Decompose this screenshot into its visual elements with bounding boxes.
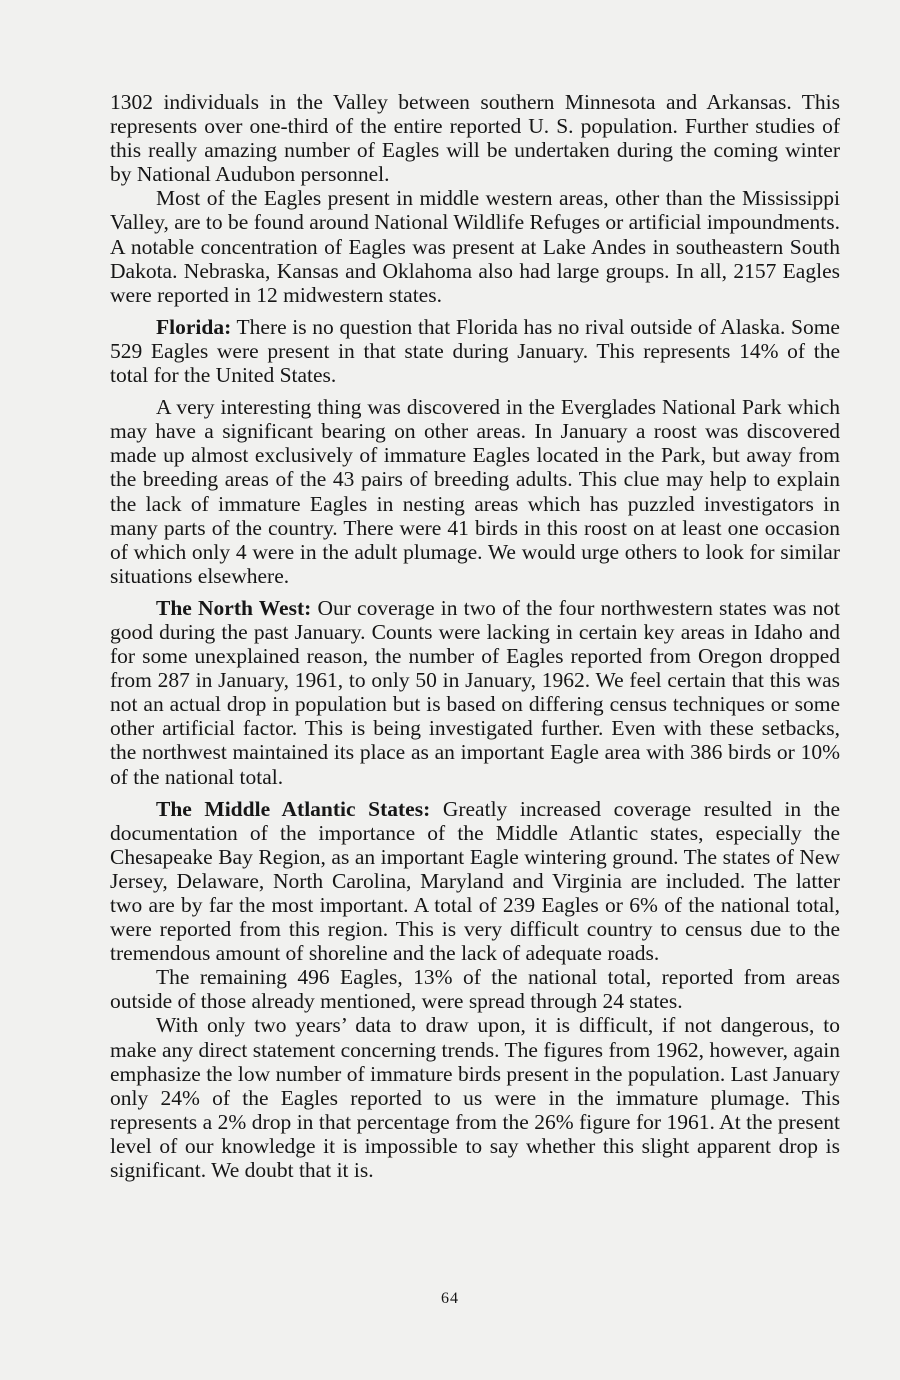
paragraph-middle-atlantic [110,797,840,966]
paragraph-text: With only two years’ data to draw upon, it is difficult, if not dangerous, to make any direct statement concerning trends. The figures from 1962, however, again emphasize the low number of immature birds present in the population. Last January only 24% of the Eagles reported to us were in the immature plumage. This represents a 2% drop in that percentage from the 26% figure for 1961. At the present level of our knowledge it is impossible to say whether this slight apparent drop is significant. We doubt that it is. [110,1013,840,1183]
paragraph-text: The remaining 496 Eagles, 13% of the national total, reported from areas outside of those already mentioned, were spread through 24 states. [110,965,840,1014]
paragraph-text: Most of the Eagles present in middle western areas, other than the Mississippi Valley, are to be found around National Wildlife Refuges or artificial impoundments. A notable concentration of Eagles was present at Lake Andes in southeastern South Dakota. Nebraska, Kansas and Oklahoma also had large groups. In all, 2157 Eagles were reported in 12 midwestern states. [110,186,840,307]
paragraph-text: A very interesting thing was discovered in the Everglades National Park which may have a significant bearing on other areas. In January a roost was discovered made up almost exclusively of immature Eagles located in the Park, but away from the breeding areas of the 43 pairs of breeding adults. This clue may help to explain the lack of immature Eagles in nesting areas which has puzzled investigators in many parts of the country. There were 41 birds in this roost on at least one occasion of which only 4 were in the adult plumage. We would urge others to look for similar situations elsewhere. [110,395,840,588]
paragraph-trends [110,1013,840,1182]
paragraph-middle-western [110,186,840,306]
page-body [110,90,840,1182]
paragraph-text: 1302 individuals in the Valley between southern Minnesota and Arkansas. This represents over one-third of the entire reported U. S. population. Further studies of this really amazing number of Eagles will be undertaken during the coming winter by National Audubon personnel. [110,90,840,187]
paragraph-florida [110,315,840,387]
section-heading-middle-atlantic: The Middle Atlantic States: [156,796,431,821]
paragraph-remaining-eagles [110,965,840,1013]
paragraph-text: Our coverage in two of the four northwestern states was not good during the past January. Counts were lacking in certain key areas in Idaho and for some unexplained reason, the number of Eagles reported from Oregon dropped from 287 in January, 1961, to only 50 in January, 1962. We feel certain that this was not an actual drop in population but is based on differing census techniques or some other artificial factor. This is being investigated further. Even with these setbacks, the northwest maintained its place as an important Eagle area with 386 birds or 10% of the national total. [110,595,841,789]
paragraph-mississippi-valley [110,90,840,186]
page-number: 64 [441,1290,459,1307]
section-heading-north-west: The North West: [156,595,312,620]
paragraph-everglades [110,395,840,588]
section-heading-florida: Florida: [156,314,232,339]
paragraph-north-west [110,596,840,789]
paragraph-text: Greatly increased coverage resulted in the documentation of the importance of the Middle Atlantic states, especially the Chesapeake Bay Region, as an important Eagle wintering ground. The states of New Jersey, Delaware, North Carolina, Maryland and Virginia are included. The latter two are by far the most important. A total of 239 Eagles or 6% of the national total, were reported from this region. This is very difficult country to census due to the tremendous amount of shoreline and the lack of adequate roads. [110,796,840,966]
paragraph-text: There is no question that Florida has no rival outside of Alaska. Some 529 Eagles were present in that state during January. This represents 14% of the total for the United States. [110,314,840,388]
